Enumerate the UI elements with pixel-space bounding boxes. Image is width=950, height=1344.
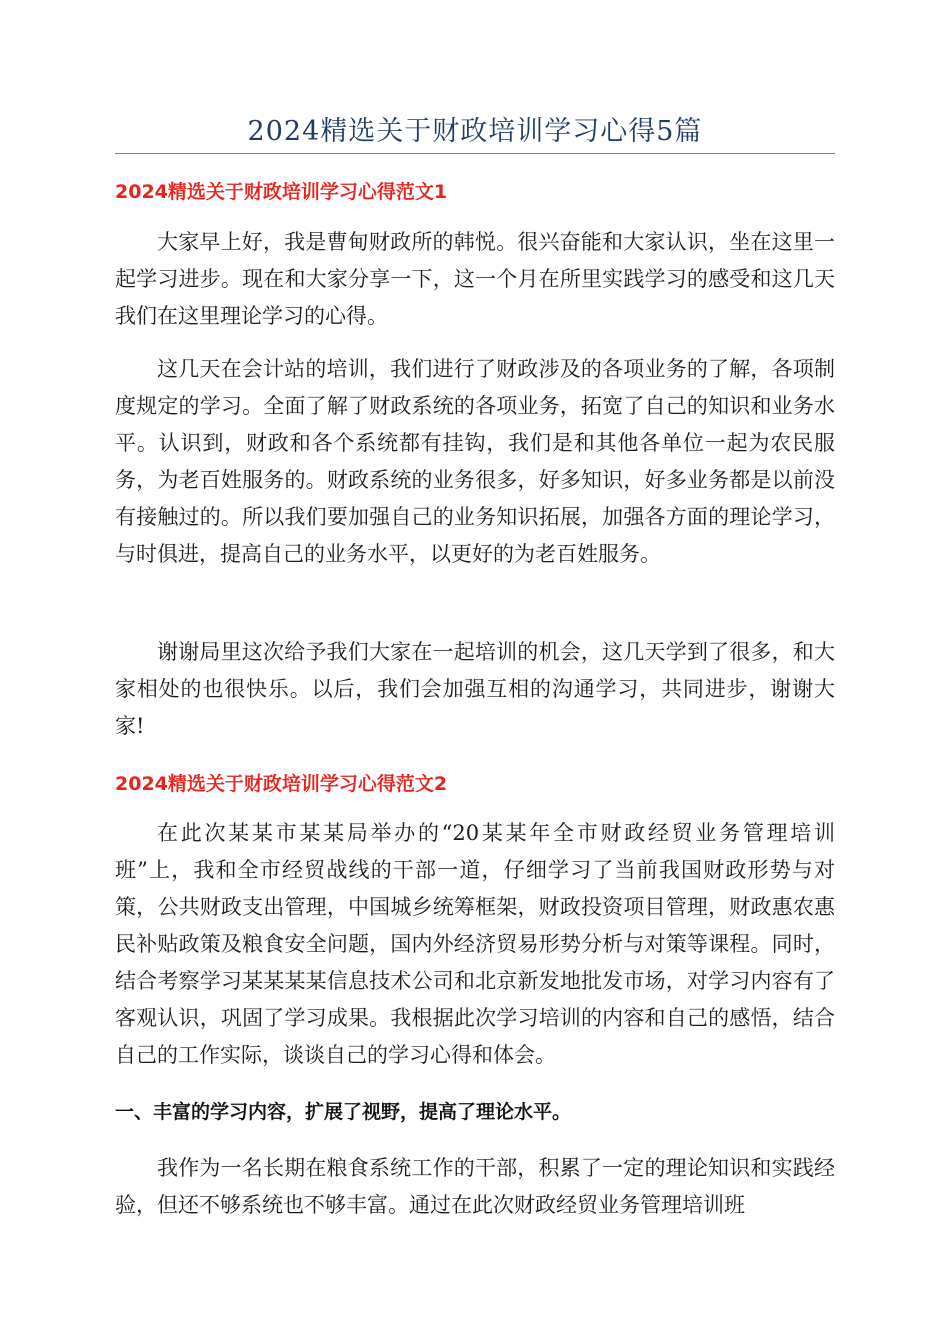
document-title: 2024精选关于财政培训学习心得5篇 (247, 116, 703, 147)
section-1-heading: 2024精选关于财政培训学习心得范文1 (115, 181, 448, 203)
section-2-sub-paragraph-1: 我作为一名长期在粮食系统工作的干部，积累了一定的理论知识和实践经验，但还不够系统也不够丰富。通过在此次财政经贸业务管理培训班 (115, 1156, 835, 1217)
section-1-paragraph-1: 大家早上好，我是曹甸财政所的韩悦。很兴奋能和大家认识，坐在这里一起学习进步。现在和大家分享一下，这一个月在所里实践学习的感受和这几天我们在这里理论学习的心得。 (115, 230, 835, 328)
section-1-paragraph-3: 谢谢局里这次给予我们大家在一起培训的机会，这几天学到了很多，和大家相处的也很快乐。以后，我们会加强互相的沟通学习，共同进步，谢谢大家! (115, 640, 835, 738)
section-2-subheading: 一、丰富的学习内容，扩展了视野，提高了理论水平。 (115, 1101, 572, 1123)
title-underline (115, 153, 835, 154)
section-2-paragraph-1: 在此次某某市某某局举办的“20某某年全市财政经贸业务管理培训班”上，我和全市经贸战线的干部一道，仔细学习了当前我国财政形势与对策，公共财政支出管理，中国城乡统筹框架，财政投资项目管理，财政惠农惠民补贴政策及粮食安全问题，国内外经济贸易形势分析与对策等课程。同时，结合考察学习某某某某信息技术公司和北京新发地批发市场，对学习内容有了客观认识，巩固了学习成果。我根据此次学习培训的内容和自己的感悟，结合自己的工作实际，谈谈自己的学习心得和体会。 (115, 821, 835, 1067)
section-1-paragraph-2: 这几天在会计站的培训，我们进行了财政涉及的各项业务的了解，各项制度规定的学习。全面了解了财政系统的各项业务，拓宽了自己的知识和业务水平。认识到，财政和各个系统都有挂钩，我们是和其他各单位一起为农民服务，为老百姓服务的。财政系统的业务很多，好多知识，好多业务都是以前没有接触过的。所以我们要加强自己的业务知识拓展，加强各方面的理论学习，与时俱进，提高自己的业务水平，以更好的为老百姓服务。 (115, 357, 835, 566)
section-2-heading: 2024精选关于财政培训学习心得范文2 (115, 773, 448, 795)
